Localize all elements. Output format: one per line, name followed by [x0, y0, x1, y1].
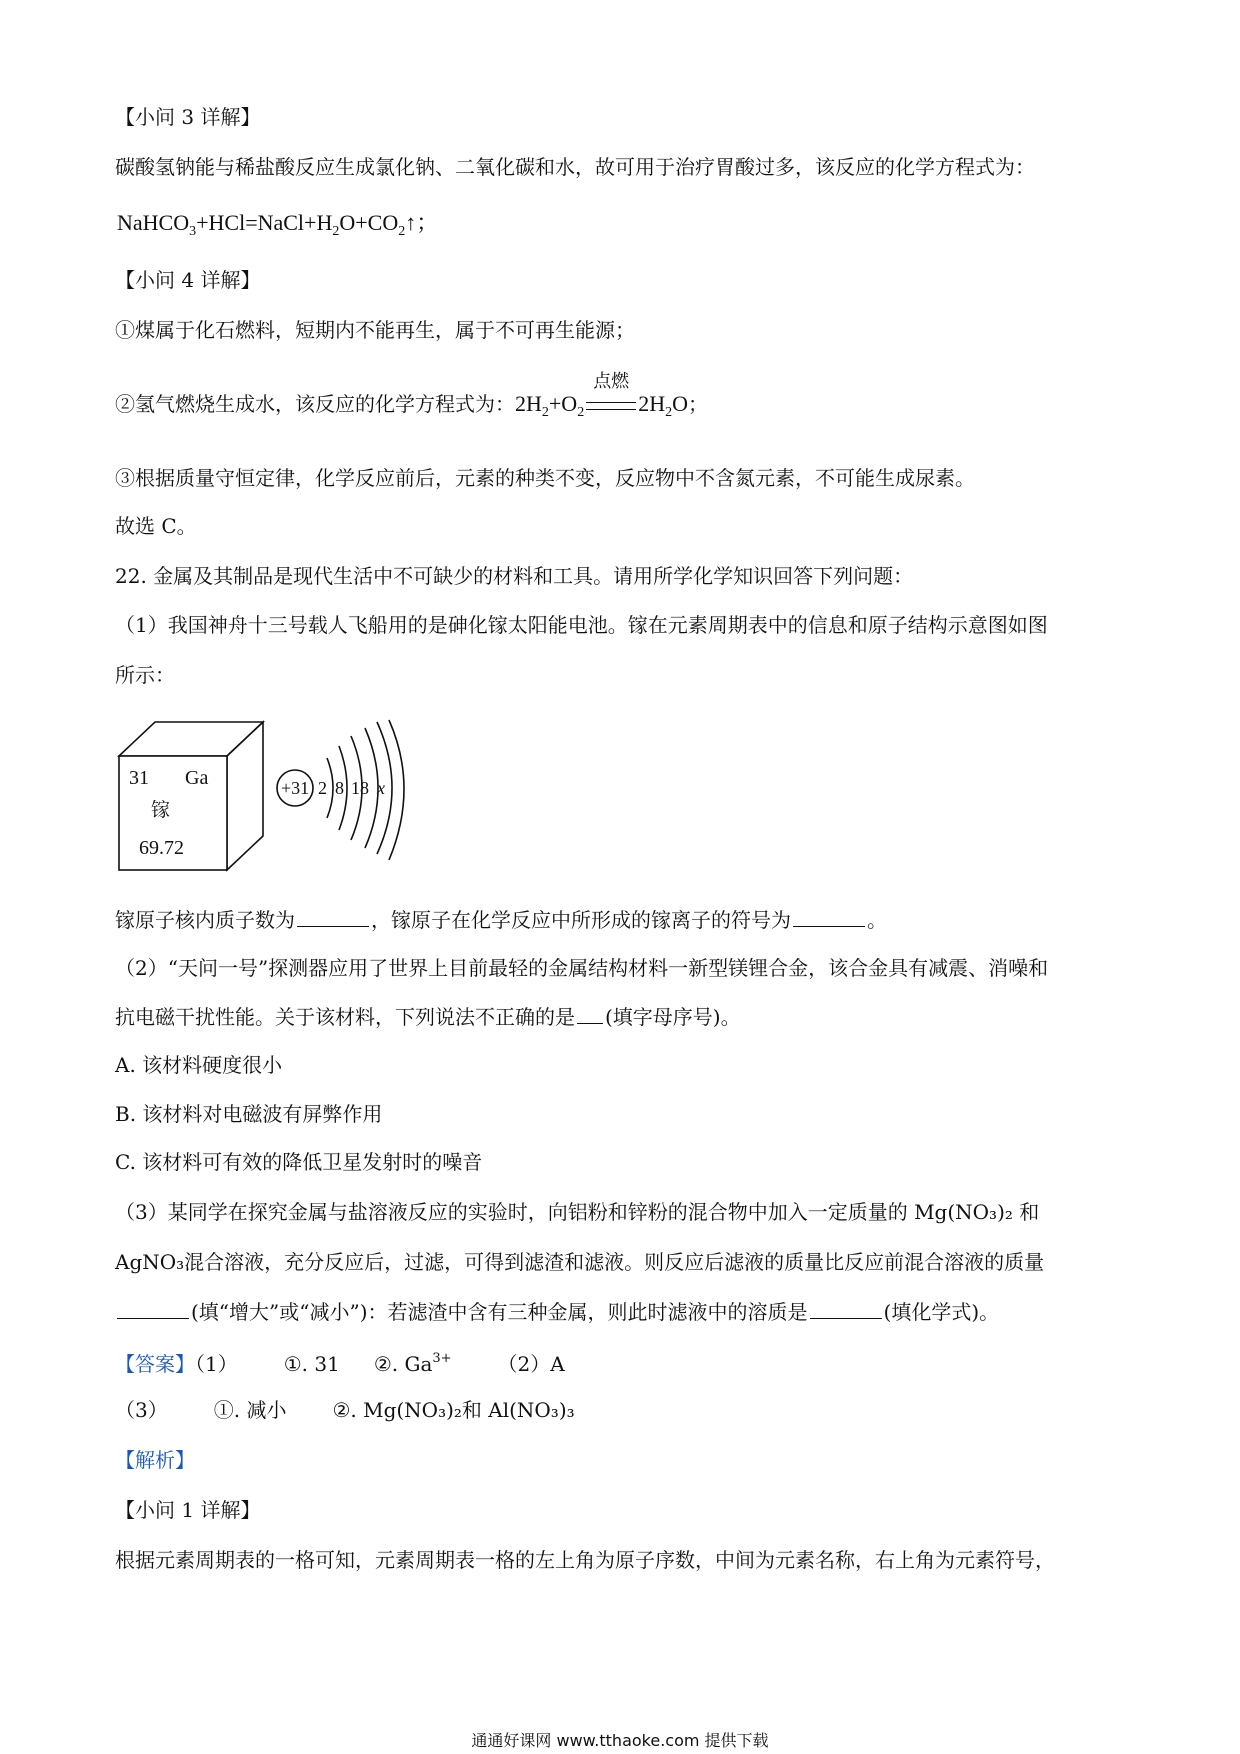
q22-p1-line1: （1）我国神舟十三号载人飞船用的是砷化镓太阳能电池。镓在元素周期表中的信息和原子结构示意图如图	[115, 613, 1048, 637]
element-symbol: Ga	[185, 767, 209, 789]
analysis-sub1-text: 根据元素周期表的一格可知，元素周期表一格的左上角为原子序数，中间为元素名称，右上角为元素符号，	[115, 1548, 1055, 1572]
sub4-item3: ③根据质量守恒定律，化学反应前后，元素的种类不变，反应物中不含氮元素，不可能生成尿素。	[115, 466, 975, 490]
answer-blank-1[interactable]	[297, 925, 369, 927]
q22-p3-line2: AgNO₃混合溶液，充分反应后，过滤，可得到滤渣和滤液。则反应后滤液的质量比反应前混合溶液的质量	[115, 1250, 1045, 1274]
gallium-figure	[115, 718, 415, 878]
answer-row-1: 【答案】（1） ①. 31 ②. $Ga^{3+}$ （2）A	[115, 1351, 565, 1376]
option-c: C. 该材料可有效的降低卫星发射时的噪音	[115, 1150, 483, 1174]
sub4-choice: 故选 C。	[115, 514, 197, 538]
option-b: B. 该材料对电磁波有屏弊作用	[115, 1102, 383, 1126]
shell-count-1: 2	[318, 778, 327, 798]
cube-side-face	[227, 722, 263, 870]
sub3-equation: $NaHCO_3+HCl=NaCl+H_2O+CO_2↑$；	[117, 210, 439, 239]
sub4-heading: 【小问 4 详解】	[115, 268, 261, 292]
shell-count-2: 8	[335, 778, 344, 798]
q22-stem: 22. 金属及其制品是现代生活中不可缺少的材料和工具。请用所学化学知识回答下列问题：	[115, 564, 914, 588]
analysis-sub1-heading: 【小问 1 详解】	[115, 1498, 261, 1522]
answer-blank-2[interactable]	[793, 925, 865, 927]
q22-p1-question: 镓原子核内质子数为 ，镓原子在化学反应中所形成的镓离子的符号为 。	[115, 908, 887, 932]
sub3-text: 碳酸氢钠能与稀盐酸反应生成氯化钠、二氧化碳和水，故可用于治疗胃酸过多，该反应的化学方程式为：	[115, 155, 1035, 179]
q22-p1-line2: 所示：	[115, 663, 175, 687]
sub4-item1: ①煤属于化石燃料，短期内不能再生，属于不可再生能源；	[115, 318, 635, 342]
atomic-number: 31	[129, 767, 149, 789]
answer-blank-4[interactable]	[117, 1317, 189, 1319]
q22-p3-line3: (填“增大”或“减小”)：若滤渣中含有三种金属，则此时滤液中的溶质是 (填化学式)。	[115, 1302, 999, 1322]
sub4-item2: ②氢气燃烧生成水，该反应的化学方程式为：$2H_2+O_2$ 点燃 $2H_2O$；	[115, 371, 708, 420]
electron-shell-1	[327, 758, 333, 818]
answer-label: 【答案】	[115, 1352, 195, 1376]
option-a: A. 该材料硬度很小	[115, 1053, 283, 1077]
q22-p2-line1: （2）“天问一号”探测器应用了世界上目前最轻的金属结构材料一新型镁锂合金，该合金具有减震、消噪和	[115, 956, 1049, 980]
shell-count-3: 18	[351, 778, 369, 798]
sub3-heading: 【小问 3 详解】	[115, 105, 261, 129]
atomic-mass: 69.72	[139, 837, 184, 859]
reaction-condition: 点燃	[586, 395, 636, 415]
answer-blank-5[interactable]	[810, 1317, 882, 1319]
element-name: 镓	[151, 799, 171, 821]
q22-p3-line1: （3）某同学在探究金属与盐溶液反应的实验时，向铝粉和锌粉的混合物中加入一定质量的 Mg(NO₃)₂ 和	[115, 1200, 1040, 1224]
answer-row-2: （3） ①. 减小 ②. Mg(NO₃)₂和 Al(NO₃)₃	[115, 1398, 575, 1422]
hydrogen-combustion-equation: $2H_2+O_2$ 点燃 $2H_2O$	[515, 371, 688, 420]
q22-p2-line2: 抗电磁干扰性能。关于该材料，下列说法不正确的是 (填字母序号)。	[115, 1005, 741, 1029]
shell-count-4: x	[377, 778, 385, 798]
cube-top-face	[119, 722, 263, 756]
nucleus-charge: +31	[281, 778, 310, 798]
answer-blank-3[interactable]	[577, 1022, 603, 1024]
analysis-label: 【解析】	[115, 1448, 195, 1472]
page-footer: 通通好课网 www.tthaoke.com 提供下载	[471, 1731, 769, 1750]
